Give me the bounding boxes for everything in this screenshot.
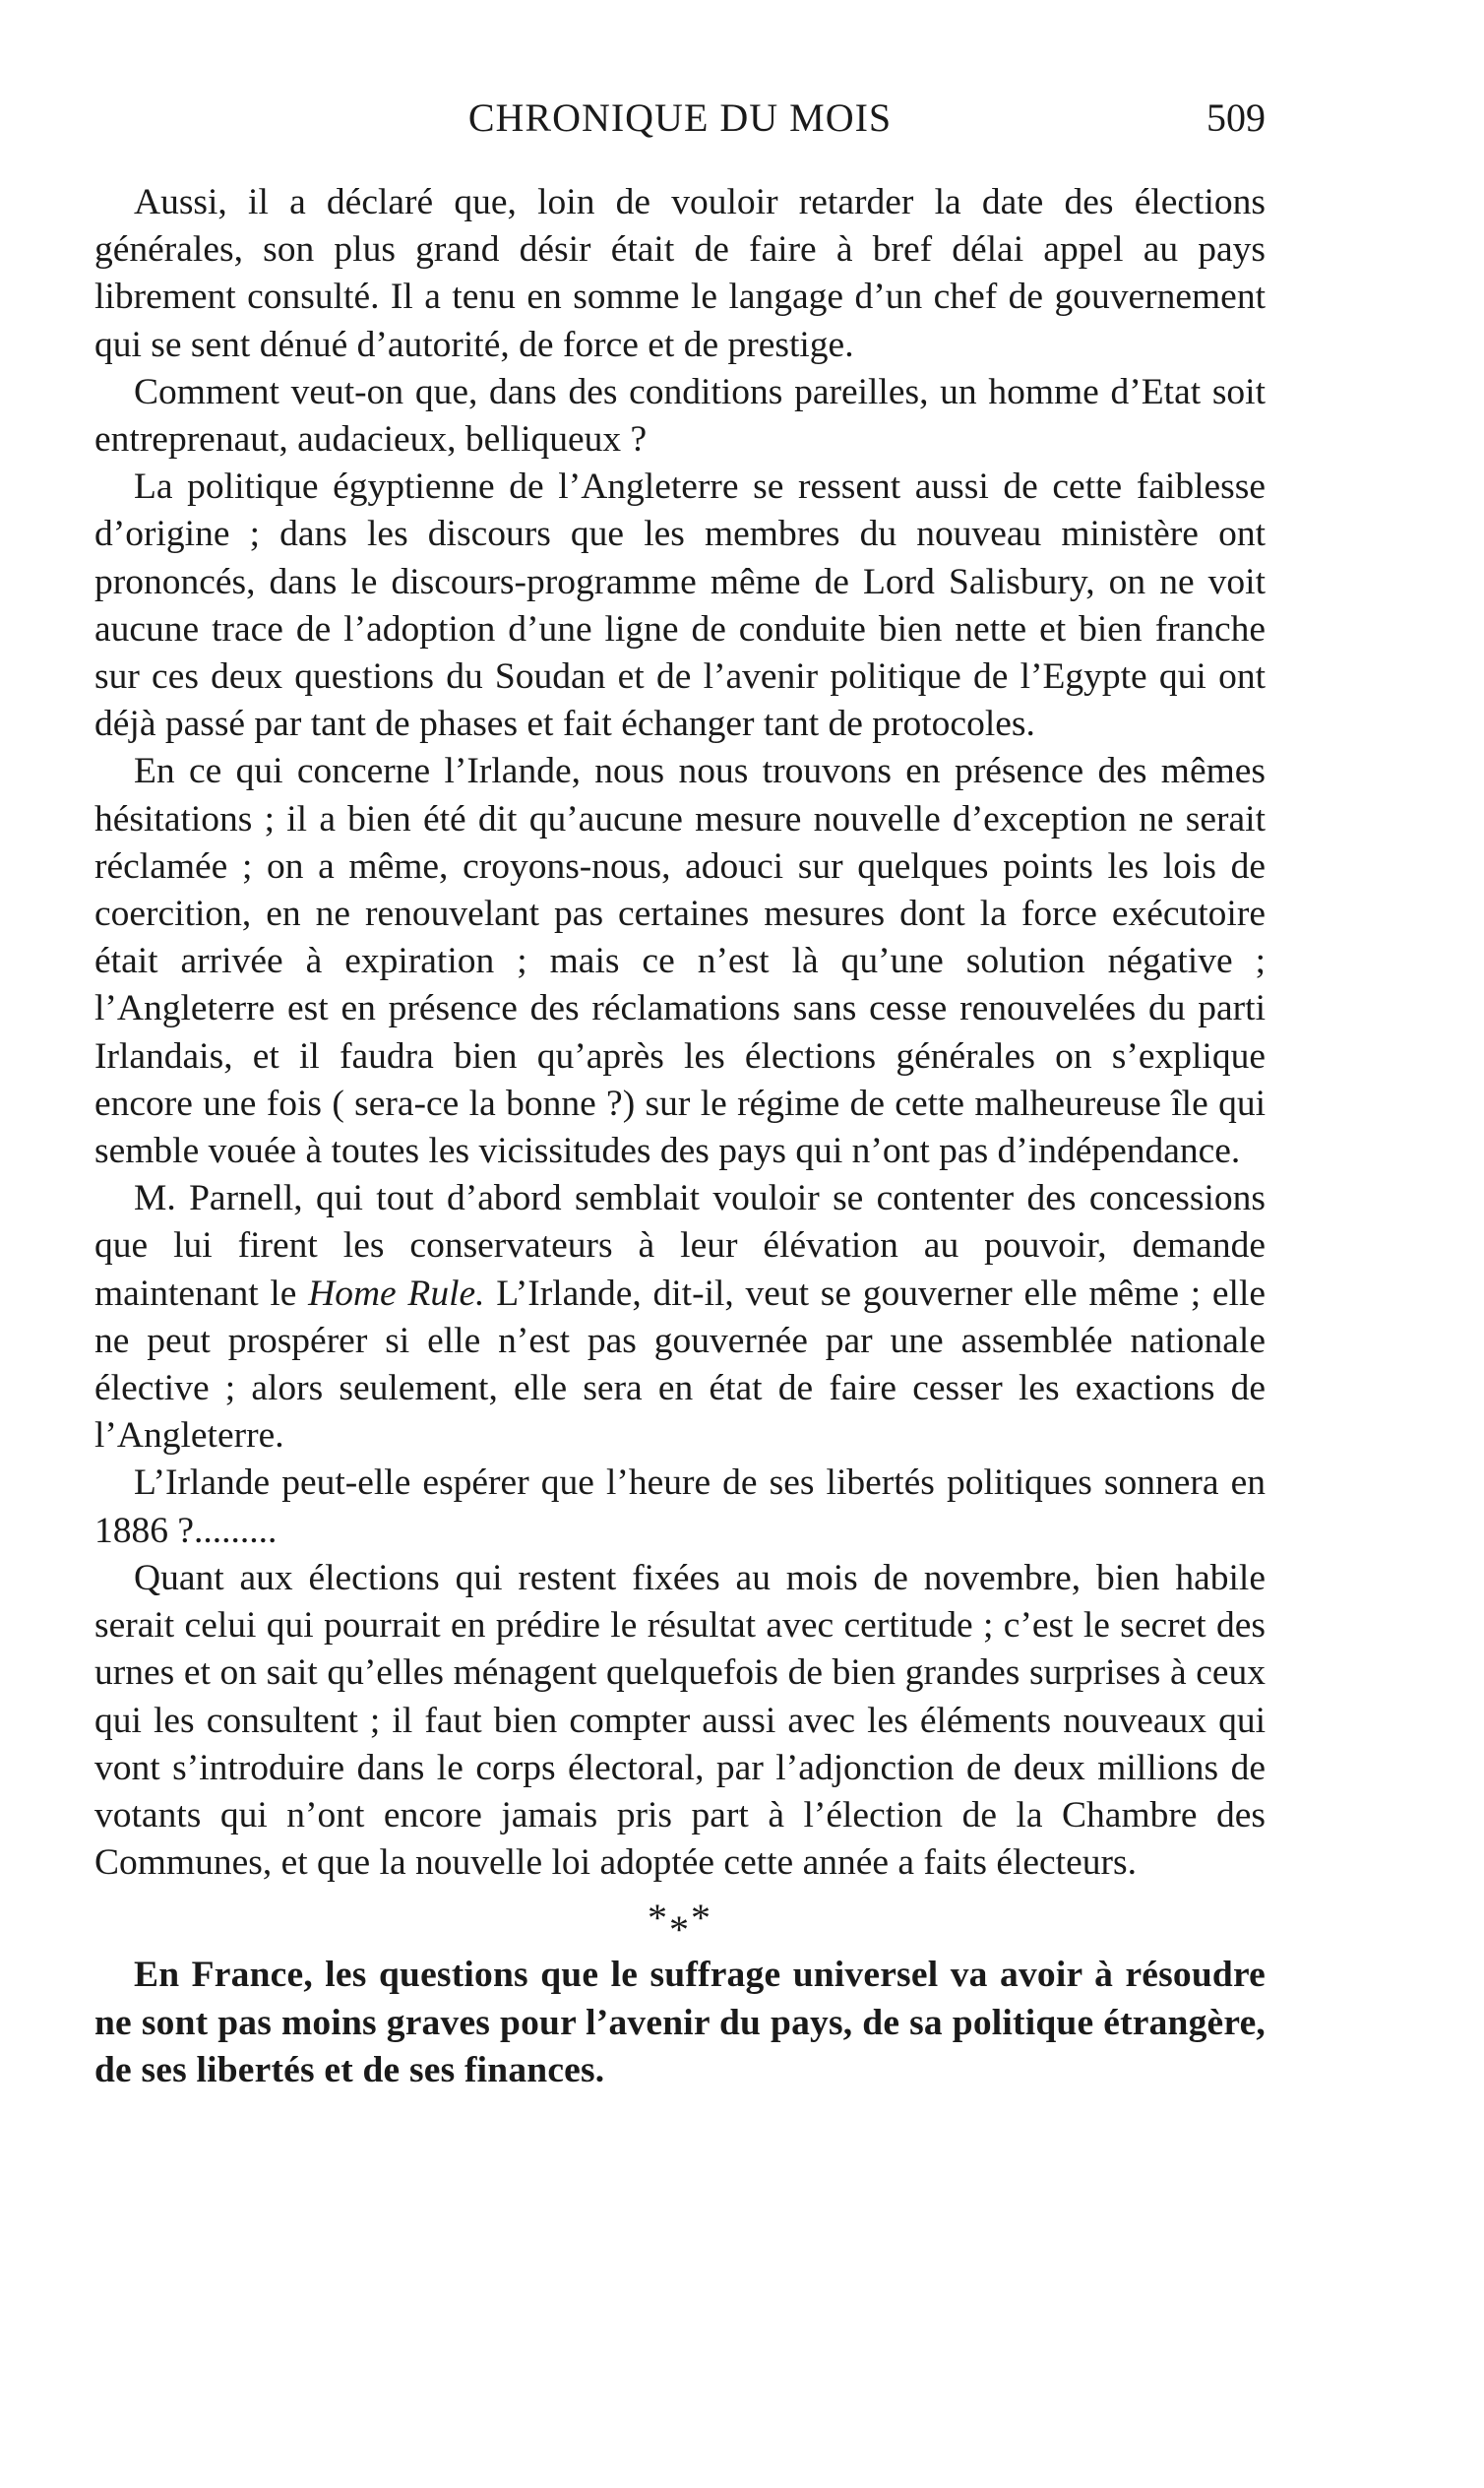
- paragraph-parnell: [94, 1175, 1266, 1460]
- asterism-right: *: [691, 1896, 712, 1941]
- asterism-middle: *: [669, 1907, 691, 1953]
- paragraph-politique-egyptienne: La politique égyptienne de l’Angleterre se ressent aussi de cette faiblesse d’origine ; dans les discours que les membres du nouveau ministère ont prononcés, dans le discours-programme même de Lord Salisbury, on ne voit aucune trace de l’adoption d’une ligne de conduite bien nette et bien franche sur ces deux questions du Soudan et de l’avenir politique de l’Egypte qui ont déjà passé par tant de phases et fait échanger tant de protocoles.: [94, 466, 1266, 745]
- paragraph-irlande: En ce qui concerne l’Irlande, nous nous trouvons en présence des mêmes hésitations ; il a bien été dit qu’aucune mesure nouvelle d’exception ne serait réclamée ; on a même, croyons-nous, adouci sur quelques points les lois de coercition, en ne renouvelant pas certaines mesures dont la force exécutoire était arrivée à expiration ; mais ce n’est là qu’une solution négative ; l’Angleterre est en présence des réclamations sans cesse renouvelées du parti Irlandais, et il faudra bien qu’après les élections générales on s’explique encore une fois ( sera-ce la bonne ?) sur le régime de cette malheureuse île qui semble vouée à toutes les vicissitudes des pays qui n’ont pas d’indépendance.: [94, 751, 1266, 1172]
- home-rule-italic: Home Rule.: [308, 1273, 485, 1314]
- paragraph-aussi: Aussi, il a déclaré que, loin de vouloir retarder la date des élections générales, son plus grand désir était de faire à bref délai appel au pays librement consulté. Il a tenu en somme le langage d’un chef de gouvernement qui se sent dénué d’autorité, de force et de prestige.: [94, 182, 1266, 365]
- body-text: [94, 179, 1266, 2094]
- page-number: 509: [1206, 95, 1266, 140]
- running-title: CHRONIQUE DU MOIS: [467, 95, 893, 140]
- paragraph-parnell-text-before: M. Parnell, qui tout d’abord semblait vouloir se contenter des concessions que lui firent les conservateurs à leur élévation au pouvoir, demande maintenant le: [94, 1178, 1266, 1314]
- paragraph-elections: Quant aux élections qui restent fixées au mois de novembre, bien habile serait celui qui pourrait en prédire le résultat avec certitude ; c’est le secret des urnes et on sait qu’elles ménagent quelquefois de bien grandes surprises à ceux qui les consultent ; il faut bien compter aussi avec les éléments nouveaux qui vont s’introduire dans le corps électoral, par l’adjonction de deux millions de votants qui n’ont encore jamais pris part à l’élection de la Chambre des Communes, et que la nouvelle loi adoptée cette année a faits électeurs.: [94, 1557, 1266, 1884]
- paragraph-parnell-text-after: L’Irlande, dit-il, veut se gouverner elle même ; elle ne peut prospérer si elle n’est pas gouvernée par une assemblée nationale élective ; alors seulement, elle sera en état de faire cesser les exactions de l’Angleterre.: [94, 1273, 1267, 1457]
- paragraph-en-france: En France, les questions que le suffrage universel va avoir à résoudre ne sont pas moins graves pour l’avenir du pays, de sa politique étrangère, de ses libertés et de ses finances.: [94, 1955, 1266, 2090]
- asterism-separator: [94, 1887, 1266, 1952]
- paragraph-comment: Comment veut-on que, dans des conditions pareilles, un homme d’Etat soit entreprenaut, audacieux, belliqueux ?: [94, 371, 1266, 461]
- asterism-left: *: [648, 1896, 669, 1941]
- running-head: [94, 94, 1266, 154]
- paragraph-irlande-1886: L’Irlande peut-elle espérer que l’heure de ses libertés politiques sonnera en 1886 ?.........: [94, 1462, 1266, 1551]
